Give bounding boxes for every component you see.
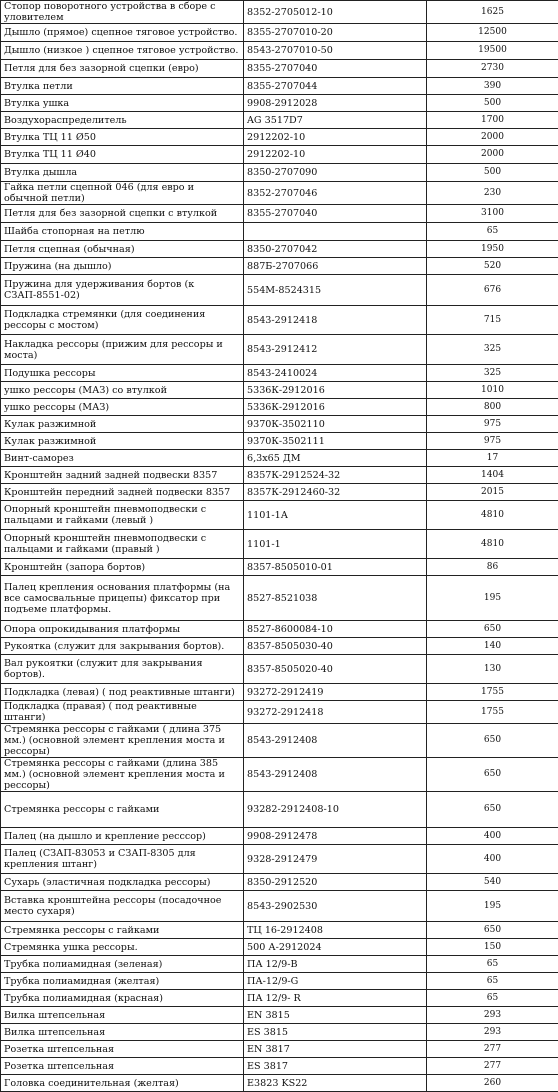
part-name-cell: Опора опрокидывания платформы [1, 621, 244, 638]
part-code-cell: ПА 12/9-В [244, 956, 427, 973]
table-row [1, 129, 558, 146]
table-row [1, 1041, 558, 1058]
table-row [1, 724, 558, 758]
table-row [1, 1024, 558, 1041]
table-row [1, 1007, 558, 1024]
part-name-cell: Петля сцепная (обычная) [1, 241, 244, 258]
part-code-cell [244, 223, 427, 241]
part-code-cell: 2912202-10 [244, 129, 427, 146]
price-cell: 65 [427, 990, 558, 1007]
part-code-cell: 8352-2707046 [244, 182, 427, 205]
table-row [1, 638, 558, 655]
part-code-cell: 5336К-2912016 [244, 382, 427, 399]
table-row [1, 701, 558, 724]
part-code-cell: EN 3815 [244, 1007, 427, 1024]
table-row [1, 399, 558, 416]
part-name-cell: Петля для без зазорной сцепки (евро) [1, 60, 244, 78]
part-name-cell: Палец (на дышло и крепление ресссор) [1, 828, 244, 845]
part-name-cell: Кулак разжимной [1, 433, 244, 450]
part-code-cell: 8357К-2912524-32 [244, 467, 427, 484]
part-name-cell: Трубка полиамидная (красная) [1, 990, 244, 1007]
table-row [1, 164, 558, 182]
part-code-cell: 8527-8600084-10 [244, 621, 427, 638]
table-row [1, 182, 558, 205]
part-code-cell: 8350-2912520 [244, 874, 427, 891]
part-code-cell: 8355-2707040 [244, 60, 427, 78]
table-row [1, 874, 558, 891]
price-cell: 650 [427, 758, 558, 792]
table-row [1, 922, 558, 939]
part-code-cell: AG 3517D7 [244, 112, 427, 129]
table-row [1, 258, 558, 275]
part-code-cell: 8543-2912408 [244, 758, 427, 792]
part-name-cell: Подкладка (левая) ( под реактивные штанги) [1, 684, 244, 701]
table-row [1, 112, 558, 129]
part-code-cell: 554М-8524315 [244, 275, 427, 306]
price-cell: 65 [427, 223, 558, 241]
table-row [1, 365, 558, 382]
part-name-cell: Втулка ТЦ 11 Ø40 [1, 146, 244, 164]
part-name-cell: ушко рессоры (МАЗ) [1, 399, 244, 416]
price-cell: 325 [427, 365, 558, 382]
price-cell: 230 [427, 182, 558, 205]
price-cell: 650 [427, 792, 558, 828]
part-name-cell: Розетка штепсельная [1, 1041, 244, 1058]
part-name-cell: Винт-саморез [1, 450, 244, 467]
price-cell: 540 [427, 874, 558, 891]
part-code-cell: EN 3817 [244, 1041, 427, 1058]
price-cell: 1700 [427, 112, 558, 129]
table-row [1, 655, 558, 684]
part-name-cell: Кронштейн задний задней подвески 8357 [1, 467, 244, 484]
table-row [1, 973, 558, 990]
part-name-cell: Вилка штепсельная [1, 1007, 244, 1024]
part-code-cell: 887Б-2707066 [244, 258, 427, 275]
table-row [1, 146, 558, 164]
price-cell: 1755 [427, 701, 558, 724]
table-row [1, 95, 558, 112]
table-row [1, 60, 558, 78]
table-row [1, 433, 558, 450]
part-code-cell: ТЦ 16-2912408 [244, 922, 427, 939]
part-code-cell: ПА-12/9-G [244, 973, 427, 990]
part-name-cell: Пружина для удерживания бортов (к СЗАП-8551-02) [1, 275, 244, 306]
part-name-cell: Втулка петли [1, 78, 244, 95]
part-name-cell: Гайка петли сцепной 046 (для евро и обычной петли) [1, 182, 244, 205]
part-name-cell: Подушка рессоры [1, 365, 244, 382]
price-cell: 500 [427, 95, 558, 112]
table-body [1, 1, 558, 1092]
table-row [1, 467, 558, 484]
table-row [1, 416, 558, 433]
price-cell: 650 [427, 621, 558, 638]
part-name-cell: Дышло (прямое) сцепное тяговое устройство. [1, 24, 244, 42]
table-row [1, 990, 558, 1007]
part-code-cell: 1101-1 [244, 530, 427, 559]
price-cell: 2730 [427, 60, 558, 78]
part-name-cell: Головка соединительная (желтая) [1, 1075, 244, 1092]
table-row [1, 382, 558, 399]
table-row [1, 24, 558, 42]
part-name-cell: Стремянка рессоры с гайками ( длина 375 мм.) (основной элемент крепления моста и рессоры) [1, 724, 244, 758]
table-row [1, 1, 558, 24]
part-code-cell: 8352-2705012-10 [244, 1, 427, 24]
table-row [1, 306, 558, 335]
part-name-cell: Палец (СЗАП-83053 и СЗАП-8305 для крепления штанг) [1, 845, 244, 874]
table-row [1, 42, 558, 60]
part-code-cell: 8355-2707044 [244, 78, 427, 95]
part-code-cell: 8350-2707042 [244, 241, 427, 258]
price-cell: 195 [427, 576, 558, 621]
table-row [1, 845, 558, 874]
price-cell: 400 [427, 845, 558, 874]
part-name-cell: Петля для без зазорной сцепки с втулкой [1, 205, 244, 223]
part-name-cell: Шайба стопорная на петлю [1, 223, 244, 241]
price-cell: 260 [427, 1075, 558, 1092]
part-code-cell: 8355-2707010-20 [244, 24, 427, 42]
table-row [1, 684, 558, 701]
price-cell: 4810 [427, 530, 558, 559]
part-name-cell: Подкладка стремянки (для соединения рессоры с мостом) [1, 306, 244, 335]
part-name-cell: Стремянка рессоры с гайками [1, 922, 244, 939]
part-code-cell: 93272-2912418 [244, 701, 427, 724]
table-row [1, 241, 558, 258]
table-row [1, 484, 558, 501]
part-code-cell: 93282-2912408-10 [244, 792, 427, 828]
price-cell: 520 [427, 258, 558, 275]
part-name-cell: Кулак разжимной [1, 416, 244, 433]
part-name-cell: Подкладка (правая) ( под реактивные штанги) [1, 701, 244, 724]
part-name-cell: Розетка штепсельная [1, 1058, 244, 1075]
part-code-cell: 8355-2707040 [244, 205, 427, 223]
part-name-cell: Втулка дышла [1, 164, 244, 182]
price-cell: 676 [427, 275, 558, 306]
price-cell: 17 [427, 450, 558, 467]
part-name-cell: Пружина (на дышло) [1, 258, 244, 275]
table-row [1, 205, 558, 223]
part-name-cell: Вставка кронштейна рессоры (посадочное место сухаря) [1, 891, 244, 922]
part-code-cell: 8543-2912408 [244, 724, 427, 758]
price-cell: 1755 [427, 684, 558, 701]
price-cell: 4810 [427, 501, 558, 530]
table-row [1, 1058, 558, 1075]
part-code-cell: E3823 KS22 [244, 1075, 427, 1092]
price-cell: 195 [427, 891, 558, 922]
price-cell: 2015 [427, 484, 558, 501]
price-cell: 975 [427, 416, 558, 433]
part-code-cell: 8543-2912412 [244, 335, 427, 365]
part-code-cell: 93272-2912419 [244, 684, 427, 701]
price-cell: 1010 [427, 382, 558, 399]
price-cell: 2000 [427, 129, 558, 146]
part-code-cell: 8350-2707090 [244, 164, 427, 182]
part-code-cell: 9908-2912028 [244, 95, 427, 112]
part-code-cell: 8543-2707010-50 [244, 42, 427, 60]
part-code-cell: 8543-2902530 [244, 891, 427, 922]
price-cell: 390 [427, 78, 558, 95]
table-row [1, 576, 558, 621]
table-row [1, 891, 558, 922]
part-name-cell: Кронштейн (запора бортов) [1, 559, 244, 576]
price-cell: 277 [427, 1041, 558, 1058]
table-row [1, 956, 558, 973]
price-cell: 86 [427, 559, 558, 576]
table-row [1, 621, 558, 638]
part-name-cell: Опорный кронштейн пневмоподвески с пальцами и гайками (левый ) [1, 501, 244, 530]
part-name-cell: Дышло (низкое ) сцепное тяговое устройство. [1, 42, 244, 60]
part-name-cell: Воздухораспределитель [1, 112, 244, 129]
part-name-cell: Стопор поворотного устройства в сборе с уловителем [1, 1, 244, 24]
part-code-cell: ПА 12/9- R [244, 990, 427, 1007]
part-name-cell: Кронштейн передний задней подвески 8357 [1, 484, 244, 501]
table-row [1, 275, 558, 306]
table-row [1, 335, 558, 365]
price-cell: 1625 [427, 1, 558, 24]
table-row [1, 530, 558, 559]
price-cell: 2000 [427, 146, 558, 164]
part-code-cell: 2912202-10 [244, 146, 427, 164]
part-name-cell: Вал рукоятки (служит для закрывания бортов). [1, 655, 244, 684]
price-cell: 3100 [427, 205, 558, 223]
price-cell: 12500 [427, 24, 558, 42]
part-code-cell: ES 3815 [244, 1024, 427, 1041]
price-cell: 715 [427, 306, 558, 335]
part-code-cell: 8357К-2912460-32 [244, 484, 427, 501]
part-code-cell: ES 3817 [244, 1058, 427, 1075]
price-cell: 277 [427, 1058, 558, 1075]
part-code-cell: 1101-1А [244, 501, 427, 530]
part-code-cell: 9370К-3502110 [244, 416, 427, 433]
price-cell: 1950 [427, 241, 558, 258]
part-code-cell: 500 А-2912024 [244, 939, 427, 956]
part-name-cell: Стремянка рессоры с гайками [1, 792, 244, 828]
price-cell: 650 [427, 922, 558, 939]
part-name-cell: Трубка полиамидная (зеленая) [1, 956, 244, 973]
part-code-cell: 9370К-3502111 [244, 433, 427, 450]
part-code-cell: 6,3х65 ДМ [244, 450, 427, 467]
part-code-cell: 8543-2912418 [244, 306, 427, 335]
price-cell: 65 [427, 973, 558, 990]
price-cell: 130 [427, 655, 558, 684]
part-name-cell: Сухарь (эластичная подкладка рессоры) [1, 874, 244, 891]
part-name-cell: Палец крепления основания платформы (на все самосвальные прицепы) фиксатор при подъеме платформы. [1, 576, 244, 621]
table-row [1, 758, 558, 792]
price-cell: 975 [427, 433, 558, 450]
part-name-cell: ушко рессоры (МАЗ) со втулкой [1, 382, 244, 399]
part-code-cell: 9908-2912478 [244, 828, 427, 845]
part-code-cell: 9328-2912479 [244, 845, 427, 874]
part-code-cell: 8543-2410024 [244, 365, 427, 382]
part-name-cell: Втулка ТЦ 11 Ø50 [1, 129, 244, 146]
part-name-cell: Рукоятка (служит для закрывания бортов). [1, 638, 244, 655]
price-cell: 500 [427, 164, 558, 182]
table-row [1, 78, 558, 95]
part-name-cell: Опорный кронштейн пневмоподвески с пальцами и гайками (правый ) [1, 530, 244, 559]
price-cell: 325 [427, 335, 558, 365]
table-row [1, 559, 558, 576]
price-cell: 19500 [427, 42, 558, 60]
part-code-cell: 8527-8521038 [244, 576, 427, 621]
part-name-cell: Накладка рессоры (прижим для рессоры и моста) [1, 335, 244, 365]
part-code-cell: 8357-8505020-40 [244, 655, 427, 684]
part-code-cell: 8357-8505030-40 [244, 638, 427, 655]
price-cell: 400 [427, 828, 558, 845]
table-row [1, 450, 558, 467]
price-cell: 1404 [427, 467, 558, 484]
price-cell: 150 [427, 939, 558, 956]
table-row [1, 223, 558, 241]
part-name-cell: Трубка полиамидная (желтая) [1, 973, 244, 990]
table-row [1, 828, 558, 845]
price-cell: 293 [427, 1024, 558, 1041]
price-cell: 800 [427, 399, 558, 416]
part-name-cell: Втулка ушка [1, 95, 244, 112]
table-row [1, 939, 558, 956]
part-code-cell: 5336К-2912016 [244, 399, 427, 416]
part-name-cell: Стремянка ушка рессоры. [1, 939, 244, 956]
price-cell: 65 [427, 956, 558, 973]
table-row [1, 501, 558, 530]
table-row [1, 1075, 558, 1092]
table-row [1, 792, 558, 828]
price-cell: 650 [427, 724, 558, 758]
part-code-cell: 8357-8505010-01 [244, 559, 427, 576]
part-name-cell: Стремянка рессоры с гайками (длина 385 мм.) (основной элемент крепления моста и рессоры) [1, 758, 244, 792]
price-cell: 293 [427, 1007, 558, 1024]
price-cell: 140 [427, 638, 558, 655]
part-name-cell: Вилка штепсельная [1, 1024, 244, 1041]
